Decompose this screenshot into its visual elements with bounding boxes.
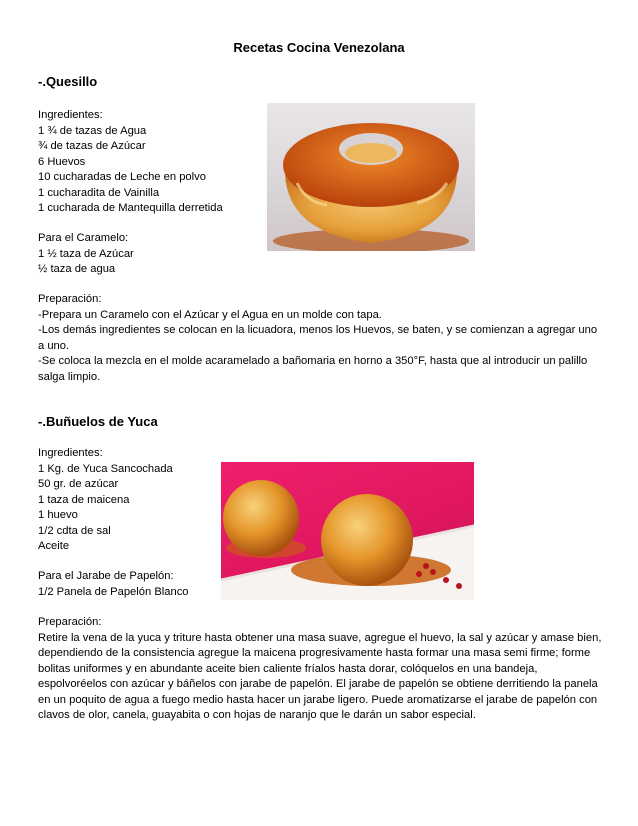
syrup-label: Para el Jarabe de Papelón: — [38, 570, 174, 582]
ingredient-item: 50 gr. de azúcar — [38, 478, 119, 490]
syrup-item: 1/2 Panela de Papelón Blanco — [38, 585, 189, 598]
quesillo-photo — [267, 103, 475, 251]
ingredient-item: 1 cucharadita de Vainilla — [38, 186, 160, 199]
bunuelos-preparation — [38, 615, 604, 724]
ingredients-label: Ingredientes: — [38, 447, 103, 459]
ingredient-item: Aceite — [38, 540, 70, 552]
ingredient-item: 1 Kg. de Yuca Sancochada — [38, 462, 173, 475]
quesillo-heading: -.Quesillo — [38, 74, 98, 89]
bunuelos-heading: -.Buñuelos de Yuca — [38, 414, 158, 429]
ingredient-item: 1 huevo — [38, 509, 78, 521]
bunuelos-syrup — [38, 569, 189, 600]
caramel-item: ½ taza de agua — [38, 263, 116, 275]
preparation-text: Retire la vena de la yuca y triture hasta obtener una masa suave, agregue el huevo, la sal y azúcar y amase bien, dependiendo de la consistencia agregue la maicena progresivamente hasta formar una masa semi firme; forme bolitas uniformes y en abundante aceite bien caliente fríalos hasta dorar, colóquelos en una bandeja, espolvoréelos con azúcar y báñelos con jarabe de papelón. El jarabe de papelón se obtiene derritiendo la panela en un poquito de agua a fuego medio hasta hacer un jarabe ligero. Puede aromatizarse el jarabe de papelón con clavos de olor, canela, guayabita o con hojas de naranjo que le darán un sabor especial. — [38, 631, 602, 721]
ingredient-item: 1 ¾ de tazas de Agua — [38, 124, 147, 137]
preparation-label: Preparación: — [38, 293, 102, 305]
quesillo-ingredients — [38, 108, 223, 217]
quesillo-preparation — [38, 292, 604, 385]
ingredient-item: 1 taza de maicena — [38, 493, 130, 506]
bunuelos-image — [221, 462, 474, 600]
ingredient-item: 1/2 cdta de sal — [38, 524, 111, 537]
ingredient-item: 10 cucharadas de Leche en polvo — [38, 171, 206, 183]
bunuelos-ingredients — [38, 446, 173, 555]
ingredient-item: ¾ de tazas de Azúcar — [38, 140, 146, 152]
caramel-item: 1 ½ taza de Azúcar — [38, 247, 134, 260]
ingredient-item: 1 cucharada de Mantequilla derretida — [38, 202, 223, 214]
preparation-label: Preparación: — [38, 616, 102, 628]
preparation-step: -Se coloca la mezcla en el molde acaramelado a bañomaria en horno a 350°F, hasta que al introducir un palillo salga limpio. — [38, 355, 588, 383]
quesillo-caramel — [38, 231, 134, 278]
ingredients-label: Ingredientes: — [38, 109, 103, 121]
page-title: Recetas Cocina Venezolana — [233, 40, 405, 55]
preparation-step: -Los demás ingredientes se colocan en la licuadora, menos los Huevos, se baten, y se comienzan a agregar uno a uno. — [38, 324, 598, 352]
caramel-label: Para el Caramelo: — [38, 232, 129, 244]
bunuelos-photo — [221, 462, 474, 600]
ingredient-item: 6 Huevos — [38, 155, 86, 168]
preparation-step: -Prepara un Caramelo con el Azúcar y el Agua en un molde con tapa. — [38, 308, 382, 321]
quesillo-image — [267, 103, 475, 251]
